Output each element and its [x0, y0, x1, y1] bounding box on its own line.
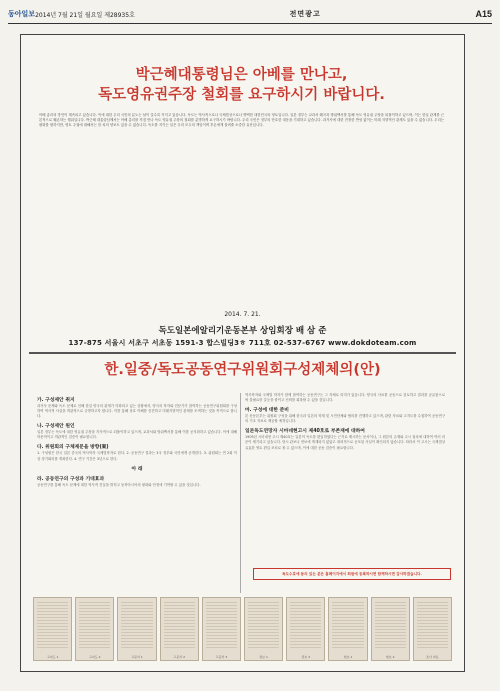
centered-label: 아 래: [131, 466, 143, 472]
page-number: A15: [475, 9, 493, 19]
membership-notice: 독도수호에 동의 있는 분은 홈페이지에서 회원에 등록하시면 함께하시면 감사하겠습니다.: [253, 568, 451, 580]
thumbnail-caption: 관보 2: [301, 655, 311, 659]
thumbnail-caption: 고문서 1: [131, 655, 143, 659]
thumbnail-caption: 고문서 2: [173, 655, 185, 659]
thumbnail-caption: 고지도 1: [46, 655, 59, 659]
ad1-date: 2014. 7. 21.: [224, 311, 261, 318]
ad1-org: 독도일본에알리기운동본부 상임회장 배 삼 준: [158, 326, 327, 336]
thumbnail-document: [160, 597, 199, 661]
header-rule: [8, 23, 492, 24]
thumbnail-caption: 조사 자료: [426, 655, 439, 659]
section-text: 공동연구를 통해 독도 문제에 대한 역사적 진실을 밝히고 동북아시아의 평화와 안정에 기여할 수 있을 것입니다.: [37, 482, 201, 487]
thumbnail-document: [244, 597, 283, 661]
thumbnail-document: [328, 597, 367, 661]
thumbnail-document: [202, 597, 241, 661]
section-text: 과거사 문제와 독도 문제로 인해 한일 양국의 관계가 악화되고 있는 상황에서, 양국의 학자와 전문가가 참여하는 공동연구위원회를 구성하여 역사적 사실을 객관적으로 규명하고자 합니다. 이를 통해 상호 이해를 증진하고 미래지향적인 관계를 모색하는 것을 목적으로 합니다.: [37, 404, 237, 419]
thumbnail-document: [286, 597, 325, 661]
section-heading: 라. 공동연구의 구성과 기대효과: [37, 476, 105, 482]
scanned-document-image: [206, 602, 237, 650]
section-divider: [29, 352, 456, 354]
thumbnail-caption: 고문서 3: [215, 655, 228, 659]
section-heading: 일본독도연망자 시마네현고시 제40호로 부존재에 대하여: [245, 429, 365, 435]
scanned-document-image: [332, 602, 363, 650]
section-text: 본 운동본부는 위원회 구성을 위해 한국과 일본의 학계 및 시민단체와 협의를 진행하고 있으며, 관련 자료와 고지도를 수집하여 공동연구의 기초 자료로 제공할 예정입니다.: [245, 414, 445, 424]
section-text: 1905년 시마네현 고시 제40호는 일본이 독도를 편입하였다는 근거로 제시하는 문서이나, 그 원본의 존재와 고시 절차에 대하여 여러 의문이 제기되고 있습니다. 당시 관보나 현보에 게재되지 않았고 대외적으로 공포된 사실이 확인되지 않습니다. 따라서 이 고시는 국제법상 유효한 영토 편입 조치로 볼 수 없으며, 이에 대한 공동 검증이 필요합니다.: [245, 435, 445, 450]
thumbnail-document: [75, 597, 114, 661]
section-text: 1. 구성원은 한국 일본 중국의 역사학자 국제법학자로 한다. 2. 공동연구 결과는 3국 정부와 국민에게 공개한다. 3. 위원회는 연 2회 이상 정기회의를 개최한다. 4. 연구 기간은 3년으로 한다.: [37, 451, 237, 461]
ad2-title: 한.일중/독도공동연구위원회구성제체의(안): [104, 362, 381, 378]
thumbnail-document: [413, 597, 452, 661]
thumbnail-caption: 현보 2: [385, 655, 395, 659]
date-line: 2014년 7월 21일 월요일 제28935호: [35, 11, 135, 19]
section-heading: 가. 구성제안 취지: [37, 398, 75, 403]
ad2-right-column: [245, 393, 445, 451]
column-divider: [240, 393, 241, 593]
thumbnail-caption: 관보 1: [259, 655, 268, 659]
section-heading: 마. 구성에 대한 준비: [245, 408, 289, 414]
advertisement-box: [20, 34, 465, 672]
scanned-document-image: [37, 602, 68, 650]
thumbnail-caption: 고지도 2: [89, 655, 101, 659]
ad1-title-line2: 독도영유권주장 철회를 요구하시기 바랍니다.: [98, 87, 385, 103]
ad1-title-line1: 박근혜대통령님은 아베를 만나고,: [135, 67, 348, 83]
thumbnail-document: [371, 597, 410, 661]
scanned-document-image: [79, 602, 110, 650]
section-heading: 다. 위원회의 구체제문을 방향(案): [37, 445, 109, 451]
scanned-document-image: [417, 602, 448, 650]
thumbnail-document: [33, 597, 72, 661]
ad1-contact: 137-875 서울시 서초구 서초동 1591-3 합스빌딩3ㅎ 711호 02-537-6767 www.dokdoteam.com: [68, 339, 417, 347]
ad1-title: [39, 65, 444, 105]
section-title: 전면광고: [289, 10, 321, 18]
thumbnail-document: [117, 597, 156, 661]
scanned-document-image: [375, 602, 406, 650]
scanned-document-image: [248, 602, 279, 650]
scanned-document-image: [290, 602, 321, 650]
section-text: 일본 정부는 독도에 대한 영유권 주장을 지속적으로 되풀이하고 있으며, 교과서와 방위백서를 통해 이를 공식화하고 있습니다. 이에 대해 학문적이고 객관적인 검증이 필요합니다.: [37, 430, 237, 440]
scanned-document-image: [121, 602, 152, 650]
ad2-left-column: [37, 393, 237, 488]
scanned-document-image: [164, 602, 195, 650]
paper-name: 동아일보: [8, 9, 36, 18]
section-heading: 나. 구성제안 원인: [37, 424, 75, 430]
page-header: [8, 6, 492, 22]
ad1-body: 아베 총리의 망언이 계속되고 있습니다. 이에 대한 우리 국민의 분노는 날이 갈수록 커지고 있습니다. 독도는 역사적으로나 국제법상으로나 명백한 대한민국의 영토입니다. 일본 정부는 교과서 왜곡과 방위백서를 통해 독도 영유권 주장을 되풀이하고 있으며, 이는 한일 관계를 근본적으로 훼손하는 행위입니다. 박근혜 대통령님께서는 아베 총리를 직접 만나 독도 영유권 주장의 철회를 분명하게 요구하시기 바랍니다. 우리 국민은 정부의 단호한 대응을 기대하고 있습니다. 과거사에 대한 진정한 반성 없이는 미래 지향적인 관계도 있을 수 없습니다. 우리는 평화를 원하지만, 영토 주권에 대해서는 한 치의 양보도 있을 수 없습니다. 독도를 지키는 일은 우리 모두의 책임이며 후손에게 물려줄 소중한 유산입니다.: [39, 113, 444, 128]
section-text: 역사학자와 국제법 학자가 함께 참여하는 공동연구는 그 자체로 의미가 있습니다. 양국의 사료를 공동으로 검토하고 결과를 공유함으로써 불필요한 갈등을 줄이고 신뢰를 회복할 수 있을 것입니다.: [245, 393, 445, 403]
document-thumbnails: [33, 597, 452, 661]
thumbnail-caption: 현보 1: [343, 655, 353, 659]
